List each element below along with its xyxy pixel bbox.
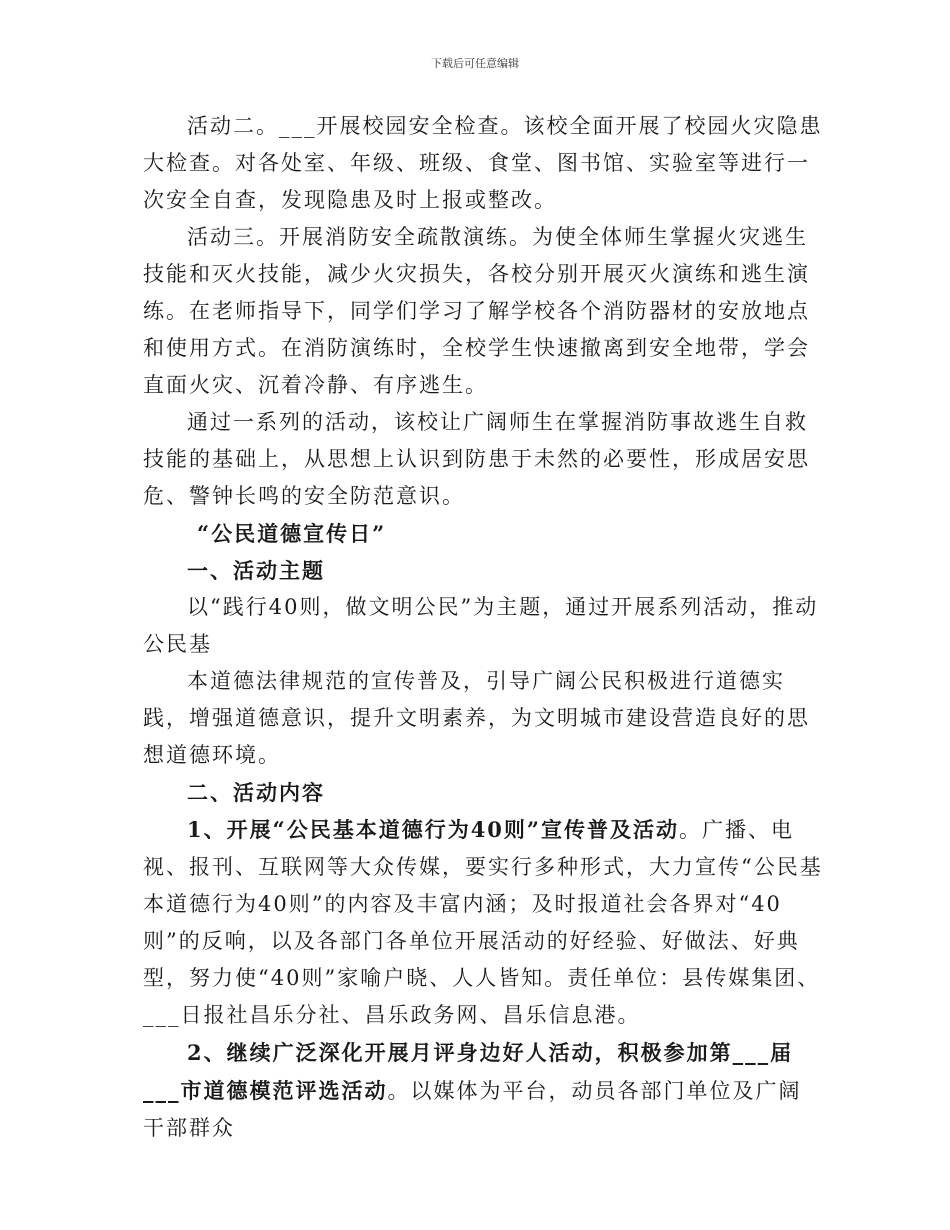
item-one-lead: 1、开展“公民基本道德行为40则”宣传普及活动 [187,817,679,842]
page-header: 下载后可任意编辑 [431,57,519,70]
paragraph-item-one [143,811,823,1034]
paragraph-item-two [143,1034,823,1147]
heading-activity-content: 二、活动内容 [187,780,325,805]
item-one-body: 。广播、电视、报刊、互联网等大众传媒，要实行多种形式，大力宣传“公民基本道德行为40则”的内容及丰富内涵；及时报道社会各界对“40则”的反响，以及各部门各单位开展活动的好经验、好做法、好典型，努力使“40则”家喻户晓、人人皆知。责任单位：县传媒集团、___日报社昌乐分社、昌乐政务网、昌乐信息港。 [143,818,823,1027]
paragraph-theme: 以“践行40则，做文明公民”为主题，通过开展系列活动，推动公民基 [143,595,819,656]
paragraph-summary: 通过一系列的活动，该校让广阔师生在掌握消防事故逃生自救技能的基础上，从思想上认识到防患于未然的必要性，形成居安思危、警钟长鸣的安全防范意识。 [143,410,810,508]
document-body [143,108,823,1147]
paragraph-activity-two: 活动二。___开展校园安全检查。该校全面开展了校园火灾隐患大检查。对各处室、年级、班级、食堂、图书馆、实验室等进行一次安全自查，发现隐患及时上报或整改。 [143,114,823,212]
paragraph-theme-continued: 本道德法律规范的宣传普及，引导广阔公民积极进行道德实践，增强道德意识，提升文明素养，为文明城市建设营造良好的思想道德环境。 [143,669,810,767]
item-two-lead: 2、继续广泛深化开展月评身边好人活动，积极参加第___届___市道德模范评选活动 [143,1040,794,1103]
section-title: “公民道德宣传日” [197,521,387,546]
heading-activity-theme: 一、活动主题 [187,558,325,583]
item-two-body: 。以媒体为平台，动员各部门单位及广阔干部群众 [143,1079,802,1140]
paragraph-activity-three: 活动三。开展消防安全疏散演练。为使全体师生掌握火灾逃生技能和灭火技能，减少火灾损失，各校分别开展灭火演练和逃生演练。在老师指导下，同学们学习了解学校各个消防器材的安放地点和使用方式。在消防演练时，全校学生快速撤离到安全地带，学会直面火灾、沉着冷静、有序逃生。 [143,225,810,397]
